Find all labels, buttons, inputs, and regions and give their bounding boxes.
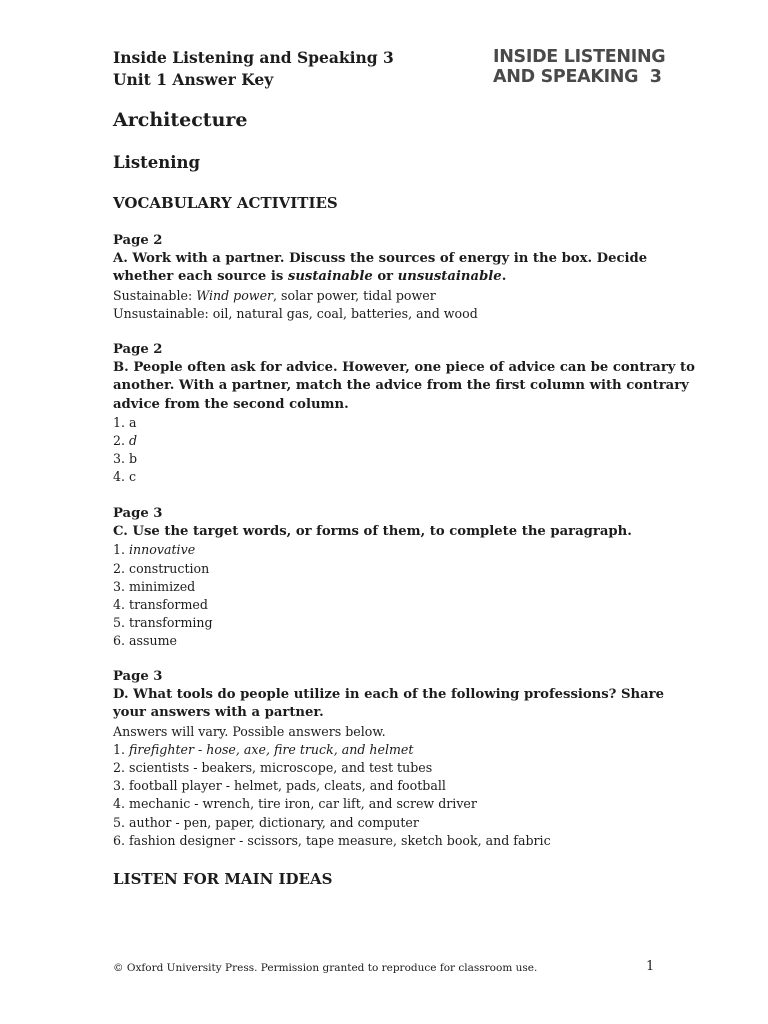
document-header — [113, 47, 443, 91]
unit-title: Architecture — [113, 109, 248, 131]
exercise-a — [113, 232, 658, 323]
answer-line: 3. minimized — [113, 578, 196, 594]
exercise-page-ref: Page 2 — [113, 233, 163, 248]
answer-number: 2. — [113, 433, 130, 449]
vocabulary-heading: VOCABULARY ACTIVITIES — [113, 194, 338, 212]
exercise-prompt: your answers with a partner. — [113, 705, 324, 721]
unit-key-title: Unit 1 Answer Key — [113, 70, 274, 89]
exercise-c — [113, 505, 658, 651]
answer-line: 4. transformed — [113, 597, 208, 613]
answer-line: Unsustainable: oil, natural gas, coal, batteries, and wood — [113, 305, 478, 321]
exercise-prompt: another. With a partner, match the advice from the first column with contrary — [113, 378, 689, 394]
answer-label: Sustainable: — [113, 287, 197, 303]
section-title: Listening — [113, 153, 201, 172]
answer-line: 5. author - pen, paper, dictionary, and computer — [113, 814, 419, 830]
answer-number: 1. — [113, 542, 130, 558]
logo-line-1: INSIDE LISTENING — [493, 47, 666, 67]
page-number: 1 — [646, 959, 655, 974]
answer-line — [113, 741, 658, 759]
answer-line: 3. b — [113, 451, 138, 467]
answer-italic: d — [129, 433, 138, 449]
answer-line — [113, 432, 658, 450]
exercise-prompt — [113, 268, 658, 286]
prompt-italic-term: unsustainable — [397, 269, 502, 285]
logo-line-2: AND SPEAKING 3 — [493, 67, 662, 87]
answer-line: 2. scientists - beakers, microscope, and test tubes — [113, 760, 433, 776]
prompt-text: . — [501, 269, 507, 285]
exercise-prompt: C. Use the target words, or forms of them, to complete the paragraph. — [113, 524, 632, 540]
answer-line: 5. transforming — [113, 615, 213, 631]
copyright-notice: © Oxford University Press. Permission granted to reproduce for classroom use. — [113, 962, 538, 974]
answer-line: 4. mechanic - wrench, tire iron, car lift, and screw driver — [113, 796, 477, 812]
exercise-page-ref: Page 3 — [113, 669, 163, 684]
prompt-italic-term: sustainable — [287, 269, 373, 285]
exercise-b — [113, 341, 695, 487]
series-logo — [493, 47, 665, 87]
answer-italic: firefighter - hose, axe, fire truck, and helmet — [129, 741, 414, 757]
answer-line: 1. a — [113, 414, 137, 430]
main-ideas-heading: LISTEN FOR MAIN IDEAS — [113, 870, 333, 888]
exercise-prompt: D. What tools do people utilize in each of the following professions? Share — [113, 687, 664, 703]
answer-line: 6. fashion designer - scissors, tape measure, sketch book, and fabric — [113, 832, 551, 848]
exercise-d — [113, 668, 664, 850]
answer-line — [113, 287, 658, 305]
answer-italic: innovative — [129, 542, 196, 558]
answer-line — [113, 541, 658, 559]
answer-line: 6. assume — [113, 633, 177, 649]
exercise-prompt: B. People often ask for advice. However, one piece of advice can be contrary to — [113, 360, 695, 376]
answer-line: 2. construction — [113, 560, 210, 576]
exercise-page-ref: Page 3 — [113, 506, 163, 521]
exercise-prompt: advice from the second column. — [113, 396, 349, 412]
prompt-text: whether each source is — [113, 269, 288, 285]
answer-italic: Wind power — [196, 287, 274, 303]
exercise-prompt: A. Work with a partner. Discuss the sources of energy in the box. Decide — [113, 251, 648, 267]
answer-number: 1. — [113, 741, 130, 757]
answer-line: 4. c — [113, 469, 137, 485]
answer-text: , solar power, tidal power — [273, 287, 436, 303]
answer-note: Answers will vary. Possible answers below. — [113, 723, 386, 739]
exercise-page-ref: Page 2 — [113, 342, 163, 357]
prompt-text: or — [372, 269, 398, 285]
answer-line: 3. football player - helmet, pads, cleats, and football — [113, 778, 446, 794]
book-title: Inside Listening and Speaking 3 — [113, 48, 394, 67]
